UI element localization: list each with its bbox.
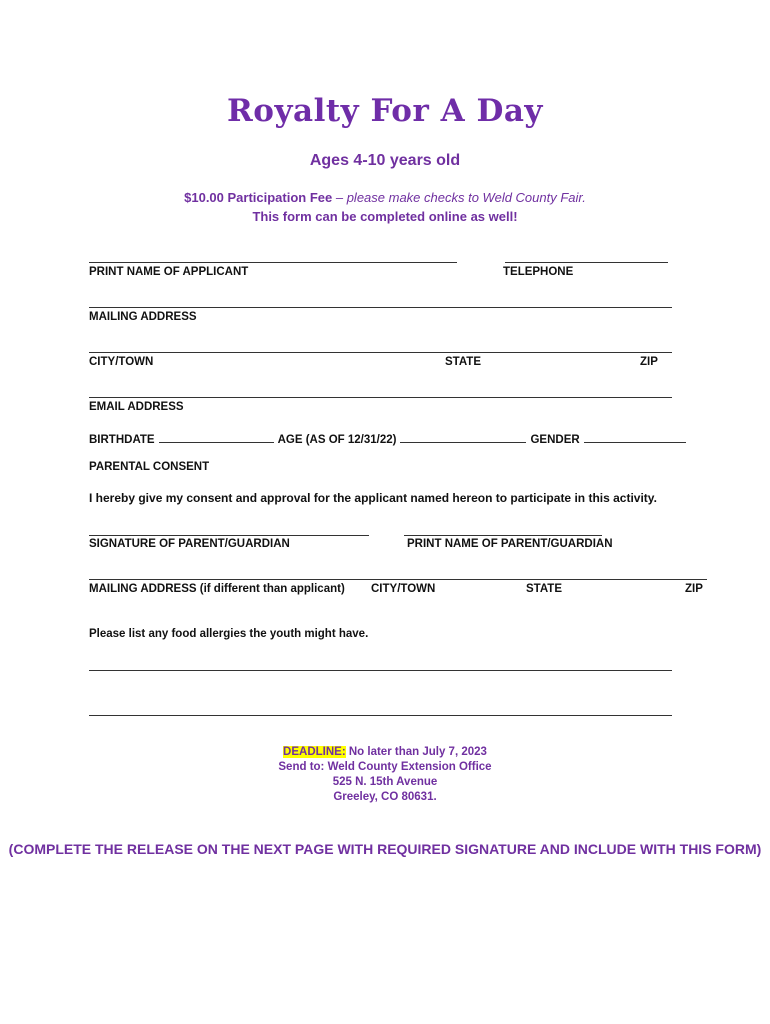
birthdate-label: BIRTHDATE [89, 434, 155, 446]
parent-signature-label: SIGNATURE OF PARENT/GUARDIAN [89, 538, 290, 550]
form-title: Royalty For A Day [227, 93, 543, 129]
applicant-name-label: PRINT NAME OF APPLICANT [89, 266, 249, 278]
telephone-label: TELEPHONE [503, 266, 574, 278]
email-line[interactable] [89, 397, 672, 398]
deadline-date: No later than July 7, 2023 [345, 746, 487, 758]
age-range-subtitle: Ages 4-10 years old [309, 152, 461, 169]
parent-city-label: CITY/TOWN [371, 583, 436, 595]
mailing-address-line[interactable] [89, 307, 672, 308]
age-field[interactable] [400, 431, 526, 443]
parent-state-label: STATE [526, 583, 562, 595]
telephone-line[interactable] [505, 262, 668, 263]
parent-signature-line[interactable] [89, 535, 369, 536]
age-label: AGE (AS OF 12/31/22) [277, 434, 397, 446]
city-town-label: CITY/TOWN [89, 356, 154, 368]
release-note: (COMPLETE THE RELEASE ON THE NEXT PAGE WITH REQUIRED SIGNATURE AND INCLUDE WITH THIS FORM) [8, 841, 762, 857]
birthdate-age-gender-row [89, 431, 690, 446]
birthdate-field[interactable] [159, 431, 274, 443]
street-address: 525 N. 15th Avenue [332, 776, 438, 788]
parental-consent-heading: PARENTAL CONSENT [89, 461, 210, 473]
deadline-line [0, 745, 770, 760]
mailing-address-label: MAILING ADDRESS [89, 311, 197, 323]
parent-print-name-line[interactable] [404, 535, 602, 536]
gender-label: GENDER [530, 434, 580, 446]
allergies-line-2[interactable] [89, 715, 672, 716]
parent-mailing-line[interactable] [89, 579, 707, 580]
email-label: EMAIL ADDRESS [89, 401, 184, 413]
fee-amount: $10.00 Participation Fee [184, 190, 333, 205]
allergies-line-1[interactable] [89, 670, 672, 671]
applicant-name-line[interactable] [89, 262, 457, 263]
deadline-label: DEADLINE: [283, 746, 346, 758]
send-to-line: Send to: Weld County Extension Office [278, 761, 492, 773]
city-address: Greeley, CO 80631. [333, 791, 437, 803]
deadline-block [0, 745, 770, 805]
parent-print-name-label: PRINT NAME OF PARENT/GUARDIAN [407, 538, 613, 550]
gender-field[interactable] [584, 431, 686, 443]
parent-zip-label: ZIP [685, 583, 703, 595]
zip-label: ZIP [640, 356, 658, 368]
allergies-prompt: Please list any food allergies the youth might have. [89, 628, 369, 640]
state-label: STATE [445, 356, 481, 368]
parent-mailing-label: MAILING ADDRESS (if different than applicant) [89, 583, 345, 595]
consent-statement: I hereby give my consent and approval for the applicant named hereon to participate in this activity. [89, 491, 657, 505]
fee-instructions: – please make checks to Weld County Fair. [332, 190, 586, 205]
participation-fee-line [0, 190, 770, 205]
online-note: This form can be completed online as well! [252, 209, 518, 224]
city-state-zip-line[interactable] [89, 352, 672, 353]
